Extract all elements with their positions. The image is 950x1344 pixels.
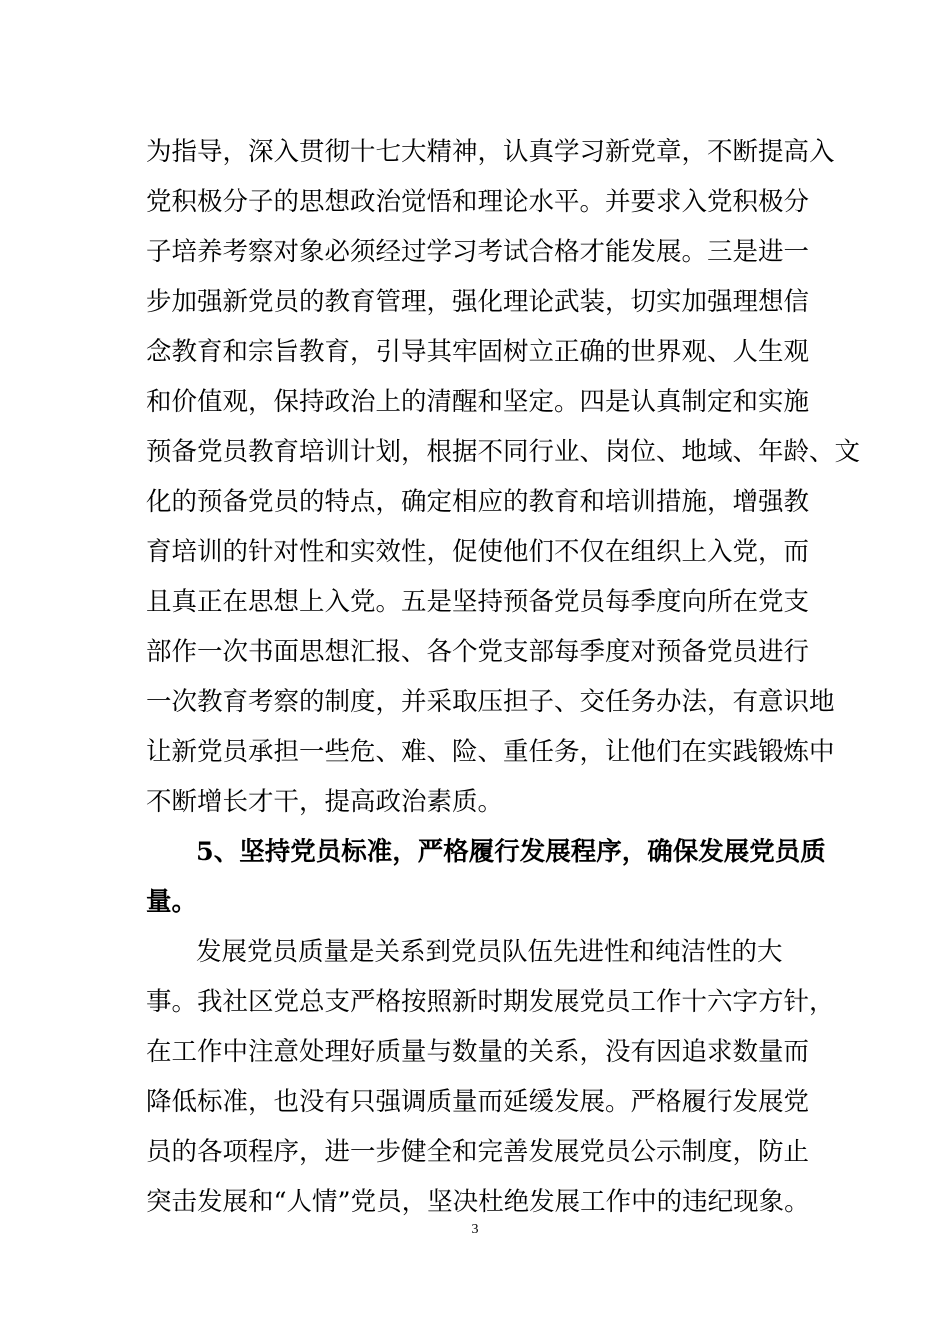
text-line: 为指导，深入贯彻十七大精神，认真学习新党章，不断提高入 [146,137,835,167]
text-line: 预备党员教育培训计划，根据不同行业、岗位、地域、年龄、文 [146,437,861,467]
text-line: 降低标准，也没有只强调质量而延缓发展。严格履行发展党 [146,1087,810,1117]
text-line: 让新党员承担一些危、难、险、重任务，让他们在实践锻炼中 [146,737,835,767]
text-line: 念教育和宗旨教育，引导其牢固树立正确的世界观、人生观 [146,337,810,367]
text-line: 在工作中注意处理好质量与数量的关系，没有因追求数量而 [146,1037,810,1067]
document-body [146,127,861,1227]
text-line: 且真正在思想上入党。五是坚持预备党员每季度向所在党支 [146,587,810,617]
section-heading: 5、坚持党员标准，严格履行发展程序，确保发展党员质 [196,837,826,867]
text-line: 事。我社区党总支严格按照新时期发展党员工作十六字方针， [146,987,835,1017]
page-number: 3 [471,1222,479,1237]
text-line: 党积极分子的思想政治觉悟和理论水平。并要求入党积极分 [146,187,810,217]
text-line: 育培训的针对性和实效性，促使他们不仅在组织上入党，而 [146,537,810,567]
text-line: 突击发展和“人情”党员，坚决杜绝发展工作中的违纪现象。 [146,1187,810,1217]
text-line: 化的预备党员的特点，确定相应的教育和培训措施，增强教 [146,487,810,517]
section-heading-continued: 量。 [146,887,198,917]
text-line: 员的各项程序，进一步健全和完善发展党员公示制度，防止 [146,1137,810,1167]
text-line: 不断增长才干，提高政治素质。 [146,787,504,817]
paragraph-first-line: 发展党员质量是关系到党员队伍先进性和纯洁性的大 [196,937,783,967]
text-line: 子培养考察对象必须经过学习考试合格才能发展。三是进一 [146,237,810,267]
text-line: 和价值观，保持政治上的清醒和坚定。四是认真制定和实施 [146,387,810,417]
text-line: 一次教育考察的制度，并采取压担子、交任务办法，有意识地 [146,687,835,717]
text-line: 部作一次书面思想汇报、各个党支部每季度对预备党员进行 [146,637,810,667]
text-line: 步加强新党员的教育管理，强化理论武装，切实加强理想信 [146,287,810,317]
